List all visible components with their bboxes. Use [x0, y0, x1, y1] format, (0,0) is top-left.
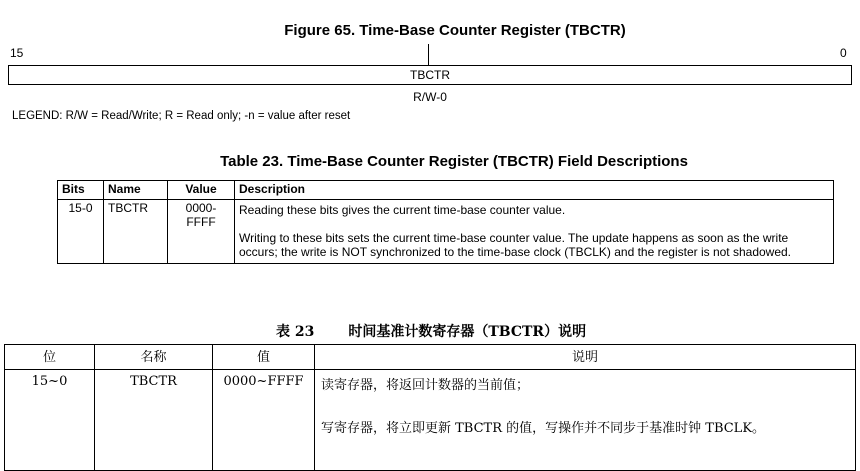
cell-bits: 15-0 [58, 200, 104, 264]
bit-low-label: 0 [840, 46, 847, 60]
figure-title: Figure 65. Time-Base Counter Register (TBCTR) [284, 22, 626, 39]
header-cn-value: 值 [213, 345, 315, 370]
bit-high-label: 15 [10, 46, 24, 60]
header-cn-description: 说明 [315, 345, 856, 370]
description-write: Writing to these bits sets the current time-base counter value. The update happens as soon as the write occurs; the write is NOT synchronized to the time-base clock (TBCLK) and the register is not shadowed. [239, 231, 792, 259]
header-description: Description [235, 181, 834, 200]
table-en-header-row [58, 181, 834, 200]
cell-cn-description [315, 370, 856, 471]
table-cn-title-number: 表 23 [276, 324, 315, 340]
table-cn-title [276, 321, 586, 341]
table-row [58, 200, 834, 264]
cell-cn-name: TBCTR [95, 370, 213, 471]
cell-cn-value: 0000~FFFF [213, 370, 315, 471]
table-en-title: Table 23. Time-Base Counter Register (TBCTR) Field Descriptions [220, 153, 688, 170]
header-name: Name [104, 181, 168, 200]
cell-value: 0000-FFFF [168, 200, 235, 264]
register-field-name: TBCTR [410, 68, 450, 82]
description-cn-write: 写寄存器，将立即更新 TBCTR 的值，写操作并不同步于基准时钟 TBCLK。 [321, 421, 766, 436]
description-cn-read: 读寄存器，将返回计数器的当前值； [321, 378, 530, 393]
table-cn [4, 344, 856, 471]
register-access: R/W-0 [413, 90, 447, 104]
legend: LEGEND: R/W = Read/Write; R = Read only; -n = value after reset [12, 110, 351, 122]
table-en [57, 180, 834, 264]
cell-cn-bits: 15~0 [5, 370, 95, 471]
header-cn-bits: 位 [5, 345, 95, 370]
description-read: Reading these bits gives the current time-base counter value. [239, 203, 566, 217]
cell-name: TBCTR [104, 200, 168, 264]
table-cn-title-text: 时间基准计数寄存器（TBCTR）说明 [348, 324, 587, 340]
table-row [5, 370, 856, 471]
header-value: Value [168, 181, 235, 200]
header-bits: Bits [58, 181, 104, 200]
register-tick [428, 44, 429, 66]
register-field-box [8, 65, 852, 85]
header-cn-name: 名称 [95, 345, 213, 370]
cell-description [235, 200, 834, 264]
table-cn-header-row [5, 345, 856, 370]
